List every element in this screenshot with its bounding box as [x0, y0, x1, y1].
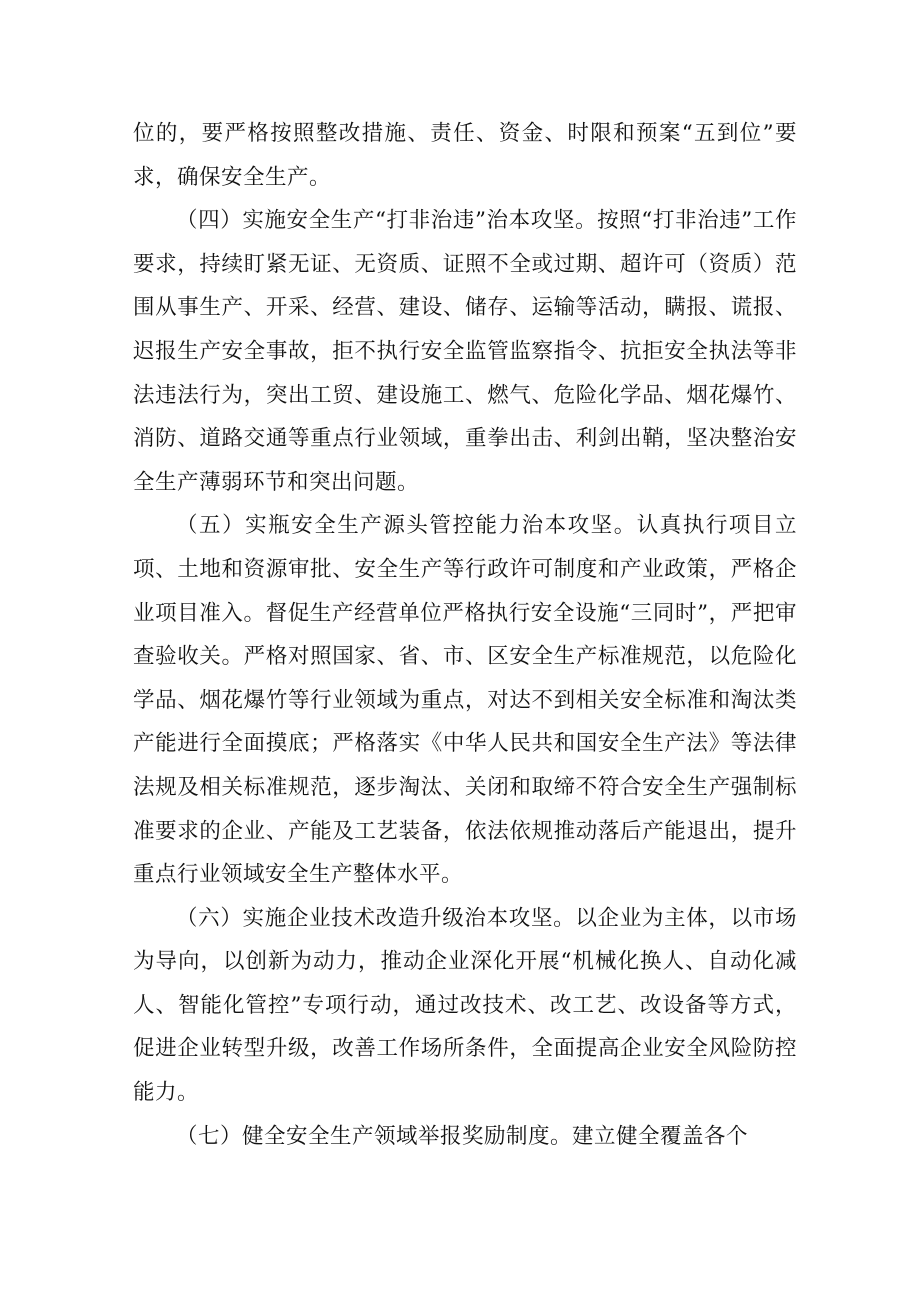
paragraph-continuation: 位的，要严格按照整改措施、责任、资金、时限和预案“五到位”要求，确保安全生产。: [133, 121, 797, 190]
paragraph-section-4: （四）实施安全生产“打非治违”治本攻坚。按照“打非治违”工作要求，持续盯紧无证、无资质、证照不全或过期、超许可（资质）范围从事生产、开采、经营、建设、储存、运输等活动，瞒报、谎报、迟报生产安全事故，拒不执行安全监管监察指令、抗拒安全执法等非法违法行为，突出工贸、建设施工、燃气、危险化学品、烟花爆竹、消防、道路交通等重点行业领域，重拳出击、利剑出鞘，坚决整治安全生产薄弱环节和突出问题。: [133, 208, 797, 495]
paragraph-section-7: （七）健全安全生产领域举报奖励制度。建立健全覆盖各个: [176, 1123, 749, 1149]
document-body: [133, 112, 797, 1158]
paragraph-section-5: （五）实瓶安全生产源头管控能力治本攻坚。认真执行项目立项、土地和资源审批、安全生产等行政许可制度和产业政策，严格企业项目准入。督促生产经营单位严格执行安全设施“三同时”，严把审查验收关。严格对照国家、省、市、区安全生产标准规范，以危险化学品、烟花爆竹等行业领域为重点，对达不到相关安全标准和淘汰类产能进行全面摸底；严格落实《中华人民共和国安全生产法》等法律法规及相关标准规范，逐步淘汰、关闭和取缔不符合安全生产强制标准要求的企业、产能及工艺装备，依法依规推动落后产能退出，提升重点行业领域安全生产整体水平。: [133, 513, 797, 888]
paragraph-section-6: （六）实施企业技术改造升级治本攻坚。以企业为主体，以市场为导向，以创新为动力，推动企业深化开展“机械化换人、自动化减人、智能化管控”专项行动，通过改技术、改工艺、改设备等方式，促进企业转型升级，改善工作场所条件，全面提高企业安全风险防控能力。: [133, 905, 797, 1106]
